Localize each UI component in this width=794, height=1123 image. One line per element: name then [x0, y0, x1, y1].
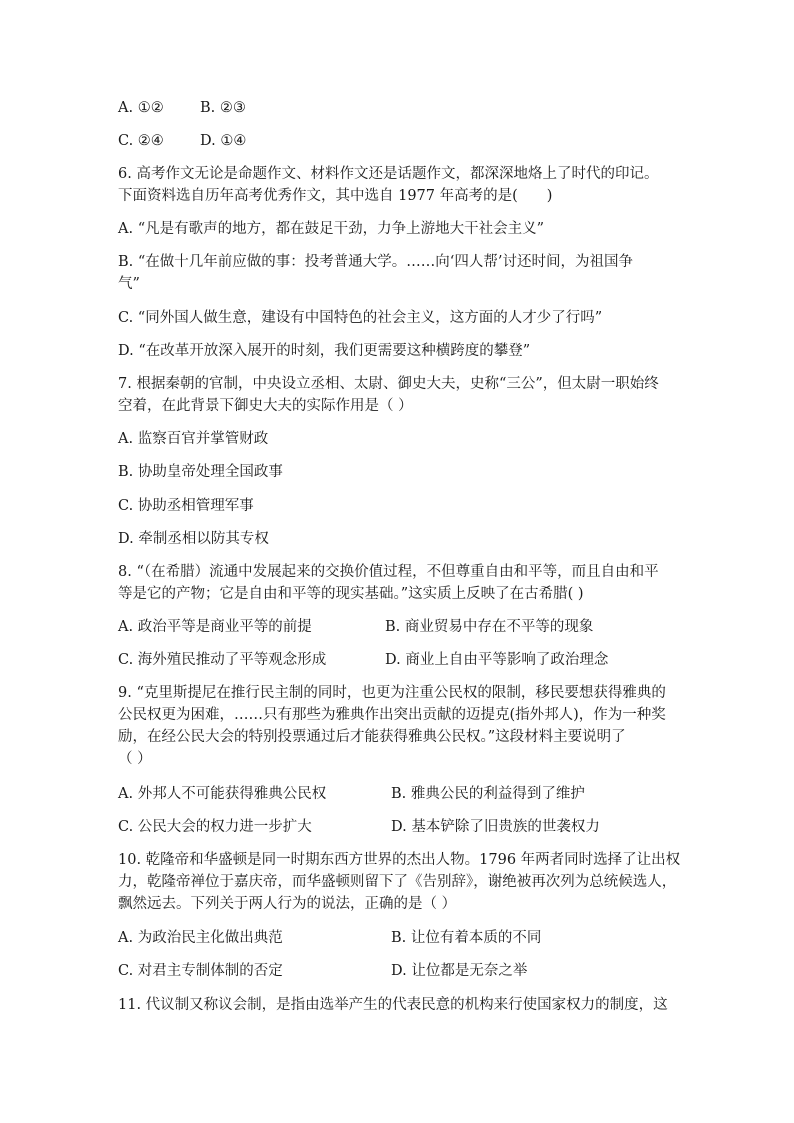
q8-options-row-1	[118, 617, 593, 637]
q6-option-c: C. “同外国人做生意，建设有中国特色的社会主义，这方面的人才少了行吗”	[118, 310, 603, 326]
q10-stem-line-1: 10. 乾隆帝和华盛顿是同一时期东西方世界的杰出人物。1796 年两者同时选择了让出权	[118, 852, 681, 868]
q5-option-d: D. ①④	[200, 133, 247, 149]
q9-stem-line-2: 公民权更为困难，……只有那些为雅典作出突出贡献的迈提克(指外邦人)，作为一种奖	[118, 707, 666, 723]
q9-stem-line-4: （ ）	[118, 751, 152, 767]
q5-options-row-2	[118, 131, 246, 151]
q8-stem-line-2: 等是它的产物；它是自由和平等的现实基础。”这实质上反映了在古希腊( )	[118, 586, 584, 602]
q10-option-c: C. 对君主专制体制的否定	[118, 963, 283, 979]
q10-stem-line-2: 力，乾隆帝禅位于嘉庆帝，而华盛顿则留下了《告别辞》，谢绝被再次列为总统候选人，	[118, 874, 677, 890]
q7-stem-line-2: 空着，在此背景下御史大夫的实际作用是（ ）	[118, 398, 413, 414]
q10-option-a: A. 为政治民主化做出典范	[118, 930, 283, 946]
q9-option-c: C. 公民大会的权力进一步扩大	[118, 819, 312, 835]
q10-stem-line-3: 飘然远去。下列关于两人行为的说法，正确的是（ ）	[118, 896, 457, 912]
q6-option-b-line-1: B. “在做十几年前应做的事：投考普通大学。……向‘四人帮’讨还时间，为祖国争	[118, 254, 634, 270]
q7-option-c: C. 协助丞相管理军事	[118, 498, 254, 514]
q8-option-a: A. 政治平等是商业平等的前提	[118, 619, 312, 635]
q5-option-b: B. ②③	[200, 100, 246, 116]
q5-options-row-1	[118, 98, 246, 118]
q7-option-a: A. 监察百官并掌管财政	[118, 431, 269, 447]
q5-option-a: A. ①②	[118, 100, 164, 116]
q8-option-c: C. 海外殖民推动了平等观念形成	[118, 652, 327, 668]
q10-option-b: B. 让位有着本质的不同	[391, 930, 542, 946]
q9-option-a: A. 外邦人不可能获得雅典公民权	[118, 786, 327, 802]
q9-stem-line-1: 9. “克里斯提尼在推行民主制的同时，也更为注重公民权的限制，移民要想获得雅典的	[118, 685, 666, 701]
q9-option-b: B. 雅典公民的利益得到了维护	[391, 786, 585, 802]
q6-option-b-line-2: 气”	[118, 276, 140, 292]
q7-stem-line-1: 7. 根据秦朝的官制，中央设立丞相、太尉、御史大夫，史称“三公”，但太尉一职始终	[118, 376, 659, 392]
q6-stem-line-2: 下面资料选自历年高考优秀作文，其中选自 1977 年高考的是( )	[118, 188, 553, 204]
q10-options-row-1	[118, 928, 541, 948]
q5-option-c: C. ②④	[118, 133, 164, 149]
q6-stem-line-1: 6. 高考作文无论是命题作文、材料作文还是话题作文，都深深地烙上了时代的印记。	[118, 166, 659, 182]
q9-option-d: D. 基本铲除了旧贵族的世袭权力	[391, 819, 600, 835]
q8-options-row-2	[118, 650, 608, 670]
q7-option-d: D. 牵制丞相以防其专权	[118, 531, 269, 547]
q7-option-b: B. 协助皇帝处理全国政事	[118, 464, 283, 480]
q8-option-b: B. 商业贸易中存在不平等的现象	[385, 619, 594, 635]
q9-options-row-2	[118, 817, 600, 837]
q11-stem-line-1: 11. 代议制又称议会制，是指由选举产生的代表民意的机构来行使国家权力的制度，这	[118, 997, 668, 1013]
q8-stem-line-1: 8. “（在希腊）流通中发展起来的交换价值过程，不但尊重自由和平等，而且自由和平	[118, 564, 659, 580]
q6-option-d: D. “在改革开放深入展开的时刻，我们更需要这种横跨度的攀登”	[118, 343, 531, 359]
q10-options-row-2	[118, 961, 527, 981]
q9-stem-line-3: 励，在经公民大会的特别投票通过后才能获得雅典公民权。”这段材料主要说明了	[118, 729, 626, 745]
q6-option-a: A. “凡是有歌声的地方，都在鼓足干劲，力争上游地大干社会主义”	[118, 221, 545, 237]
q8-option-d: D. 商业上自由平等影响了政治理念	[385, 652, 609, 668]
q9-options-row-1	[118, 784, 585, 804]
q10-option-d: D. 让位都是无奈之举	[391, 963, 528, 979]
